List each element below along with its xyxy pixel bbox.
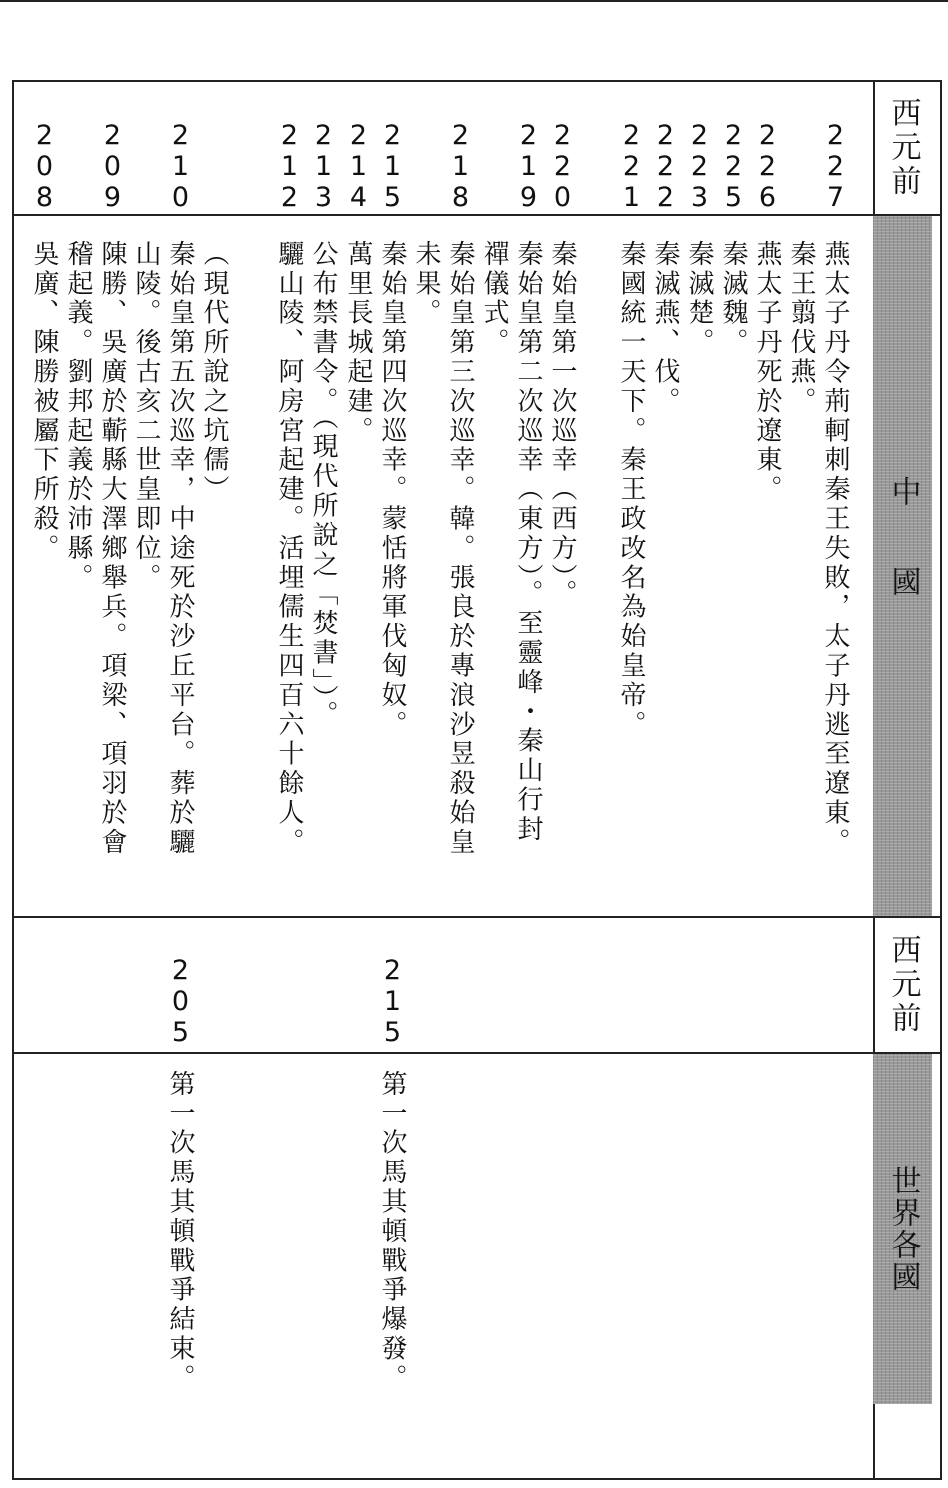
section-divider-rule: [12, 916, 942, 918]
year-219: 219: [513, 120, 544, 213]
top-border: [0, 0, 948, 2]
year-215: 215: [377, 120, 408, 213]
event-line: 秦王翦伐燕。: [786, 240, 816, 417]
event-line: 萬里長城起建。: [343, 240, 373, 446]
year-209: 209: [97, 120, 128, 213]
event-line: 秦滅魏。: [718, 240, 748, 358]
year-222: 222: [650, 120, 681, 213]
event-line: 公布禁書令。（現代所說之「焚書」）。: [308, 240, 338, 731]
event-line: 未果。: [411, 240, 441, 329]
world-year-205: 205: [165, 955, 196, 1048]
year-212: 212: [274, 120, 305, 213]
year-221: 221: [616, 120, 647, 213]
event-line: 秦國統一天下。秦王政改名為始皇帝。: [616, 240, 646, 740]
year-214: 214: [343, 120, 374, 213]
event-line: 燕太子丹令荊軻刺秦王失敗，太子丹逃至遼東。: [820, 240, 850, 858]
world-year-215: 215: [377, 955, 408, 1048]
year-223: 223: [684, 120, 715, 213]
world-section-label: 世界各國: [873, 1054, 932, 1404]
event-line: 秦始皇第二次巡幸（東方）。至靈峰・秦山行封: [513, 240, 543, 845]
event-line: 秦滅楚。: [684, 240, 714, 358]
world-event-line: 第一次馬其頓戰爭爆發。: [377, 1070, 407, 1394]
event-line: 秦始皇第四次巡幸。蒙恬將軍伐匈奴。: [377, 240, 407, 740]
event-line: 秦滅燕、伐。: [650, 240, 680, 417]
event-line: 禪儀式。: [479, 240, 509, 358]
event-line: 稽起義。劉邦起義於沛縣。: [63, 240, 93, 593]
event-line: （現代所說之坑儒）: [199, 240, 229, 505]
year-225: 225: [718, 120, 749, 213]
year-213: 213: [308, 120, 339, 213]
event-line: 秦始皇第三次巡幸。韓。張良於專浪沙昱殺始皇: [445, 240, 475, 858]
year-210: 210: [165, 120, 196, 213]
year-220: 220: [547, 120, 578, 213]
event-line: 秦始皇第一次巡幸（西方）。: [547, 240, 577, 610]
event-line: 吳廣、陳勝被屬下所殺。: [29, 240, 59, 564]
year-227: 227: [820, 120, 851, 213]
event-line: 秦始皇第五次巡幸，中途死於沙丘平台。葬於驪: [165, 240, 195, 858]
event-line: 山陵。後古亥二世皇即位。: [131, 240, 161, 593]
year-226: 226: [752, 120, 783, 213]
china-header-rule: [12, 214, 942, 216]
event-line: 驪山陵、阿房宮起建。活埋儒生四百六十餘人。: [274, 240, 304, 858]
year-218: 218: [445, 120, 476, 213]
event-line: 陳勝、吳廣於蘄縣大澤鄉舉兵。項梁、項羽於會: [97, 240, 127, 858]
year-208: 208: [29, 120, 60, 213]
event-line: 燕太子丹死於遼東。: [752, 240, 782, 505]
world-header-rule: [12, 1052, 942, 1054]
era-label-bottom: 西元前: [885, 934, 921, 1036]
china-section-label: 中國: [873, 216, 932, 916]
era-label-top: 西元前: [885, 97, 921, 199]
world-event-line: 第一次馬其頓戰爭結束。: [165, 1070, 195, 1394]
